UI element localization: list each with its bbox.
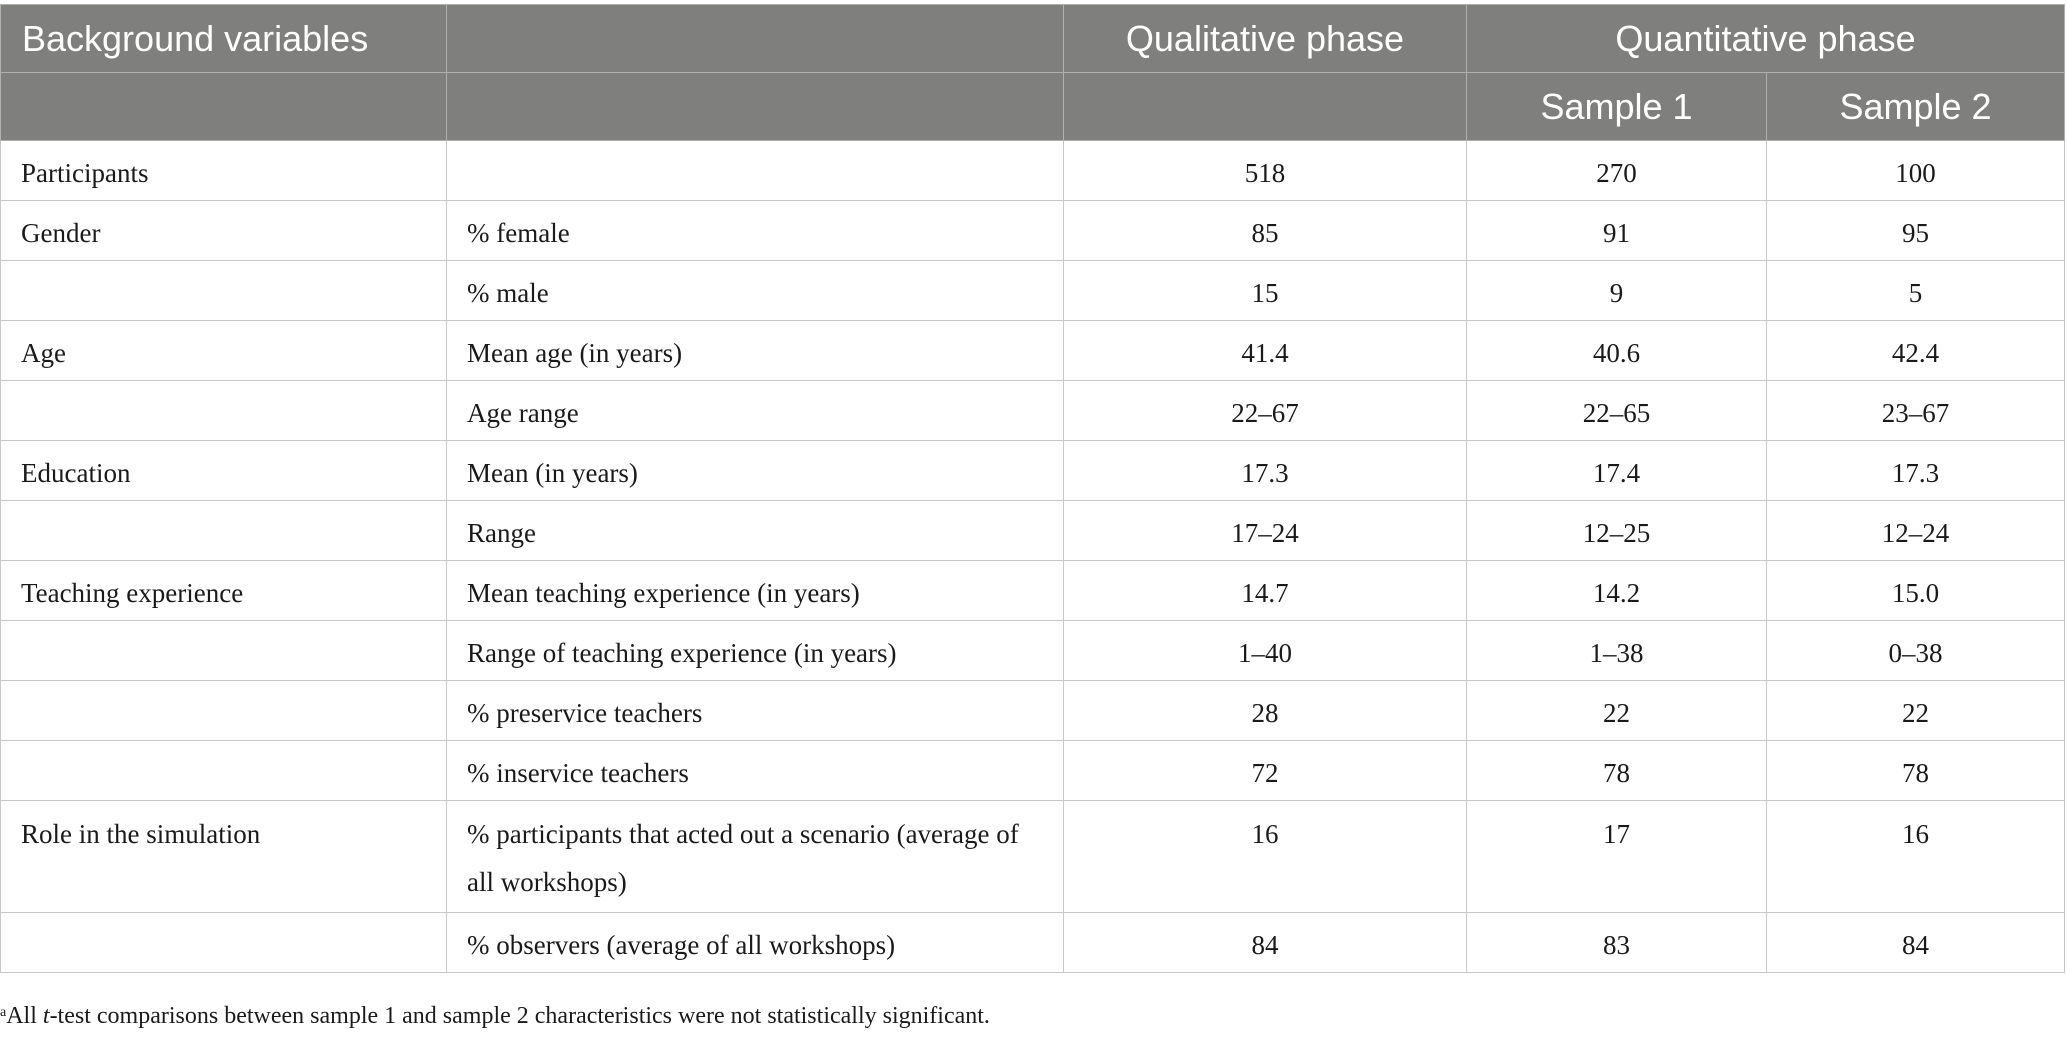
sample2-value: 0–38	[1767, 621, 2065, 681]
sample2-value: 23–67	[1767, 381, 2065, 441]
qualitative-value: 84	[1064, 913, 1467, 973]
sample2-value: 15.0	[1767, 561, 2065, 621]
measure-cell: Age range	[447, 381, 1064, 441]
qualitative-value: 14.7	[1064, 561, 1467, 621]
table-row	[1, 801, 2065, 913]
qualitative-value: 22–67	[1064, 381, 1467, 441]
sample1-value: 22	[1467, 681, 1767, 741]
sample2-value: 84	[1767, 913, 2065, 973]
sample2-value: 42.4	[1767, 321, 2065, 381]
table-footnote	[0, 1003, 990, 1030]
table-row	[1, 501, 2065, 561]
table-row	[1, 741, 2065, 801]
variable-cell	[1, 621, 447, 681]
sample2-value: 5	[1767, 261, 2065, 321]
measure-cell: Mean teaching experience (in years)	[447, 561, 1064, 621]
sample2-value: 16	[1767, 801, 2065, 913]
table-row	[1, 621, 2065, 681]
qualitative-value: 41.4	[1064, 321, 1467, 381]
header-row-2	[1, 73, 2065, 141]
qualitative-value: 1–40	[1064, 621, 1467, 681]
sample1-value: 78	[1467, 741, 1767, 801]
qualitative-value: 15	[1064, 261, 1467, 321]
measure-cell: % observers (average of all workshops)	[447, 913, 1064, 973]
qualitative-value: 72	[1064, 741, 1467, 801]
background-variables-table	[0, 4, 2065, 973]
table-row	[1, 201, 2065, 261]
table-row	[1, 141, 2065, 201]
sample2-value: 78	[1767, 741, 2065, 801]
measure-cell: % female	[447, 201, 1064, 261]
header-background-variables: Background variables	[1, 5, 447, 73]
measure-cell: Range of teaching experience (in years)	[447, 621, 1064, 681]
sample1-value: 40.6	[1467, 321, 1767, 381]
header-measure-blank	[447, 5, 1064, 73]
measure-cell: Mean (in years)	[447, 441, 1064, 501]
header2-blank-1	[1, 73, 447, 141]
header-sample-2: Sample 2	[1767, 73, 2065, 141]
variable-cell: Gender	[1, 201, 447, 261]
header-sample-1: Sample 1	[1467, 73, 1767, 141]
variable-cell	[1, 681, 447, 741]
table-row	[1, 913, 2065, 973]
header2-blank-2	[447, 73, 1064, 141]
sample1-value: 270	[1467, 141, 1767, 201]
header-row-1	[1, 5, 2065, 73]
table-row	[1, 261, 2065, 321]
qualitative-value: 85	[1064, 201, 1467, 261]
sample2-value: 100	[1767, 141, 2065, 201]
sample1-value: 1–38	[1467, 621, 1767, 681]
footnote-text-start: All	[6, 1003, 43, 1029]
variable-cell: Teaching experience	[1, 561, 447, 621]
qualitative-value: 518	[1064, 141, 1467, 201]
measure-cell: Mean age (in years)	[447, 321, 1064, 381]
table-row	[1, 681, 2065, 741]
table-row	[1, 441, 2065, 501]
measure-cell: % inservice teachers	[447, 741, 1064, 801]
qualitative-value: 16	[1064, 801, 1467, 913]
sample2-value: 12–24	[1767, 501, 2065, 561]
measure-cell: % preservice teachers	[447, 681, 1064, 741]
sample2-value: 17.3	[1767, 441, 2065, 501]
table-row	[1, 381, 2065, 441]
table-container	[0, 4, 2067, 973]
sample1-value: 9	[1467, 261, 1767, 321]
sample1-value: 12–25	[1467, 501, 1767, 561]
sample1-value: 17.4	[1467, 441, 1767, 501]
sample1-value: 17	[1467, 801, 1767, 913]
header2-blank-3	[1064, 73, 1467, 141]
measure-cell: Range	[447, 501, 1064, 561]
table-row	[1, 561, 2065, 621]
variable-cell	[1, 501, 447, 561]
variable-cell	[1, 913, 447, 973]
measure-cell	[447, 141, 1064, 201]
qualitative-value: 28	[1064, 681, 1467, 741]
measure-cell: % participants that acted out a scenario (average of all workshops)	[447, 801, 1064, 913]
variable-cell	[1, 741, 447, 801]
sample1-value: 91	[1467, 201, 1767, 261]
variable-cell: Education	[1, 441, 447, 501]
variable-cell: Participants	[1, 141, 447, 201]
sample1-value: 14.2	[1467, 561, 1767, 621]
qualitative-value: 17.3	[1064, 441, 1467, 501]
footnote-marker: a	[0, 1005, 7, 1020]
footnote-italic-t: t	[42, 1003, 50, 1029]
variable-cell	[1, 261, 447, 321]
variable-cell: Age	[1, 321, 447, 381]
qualitative-value: 17–24	[1064, 501, 1467, 561]
sample1-value: 22–65	[1467, 381, 1767, 441]
sample2-value: 95	[1767, 201, 2065, 261]
variable-cell	[1, 381, 447, 441]
sample1-value: 83	[1467, 913, 1767, 973]
header-qualitative-phase: Qualitative phase	[1064, 5, 1467, 73]
sample2-value: 22	[1767, 681, 2065, 741]
measure-cell: % male	[447, 261, 1064, 321]
table-row	[1, 321, 2065, 381]
variable-cell: Role in the simulation	[1, 801, 447, 913]
header-quantitative-phase: Quantitative phase	[1467, 5, 2065, 73]
footnote-text-end: -test comparisons between sample 1 and sample 2 characteristics were not statistically significant.	[49, 1003, 990, 1029]
